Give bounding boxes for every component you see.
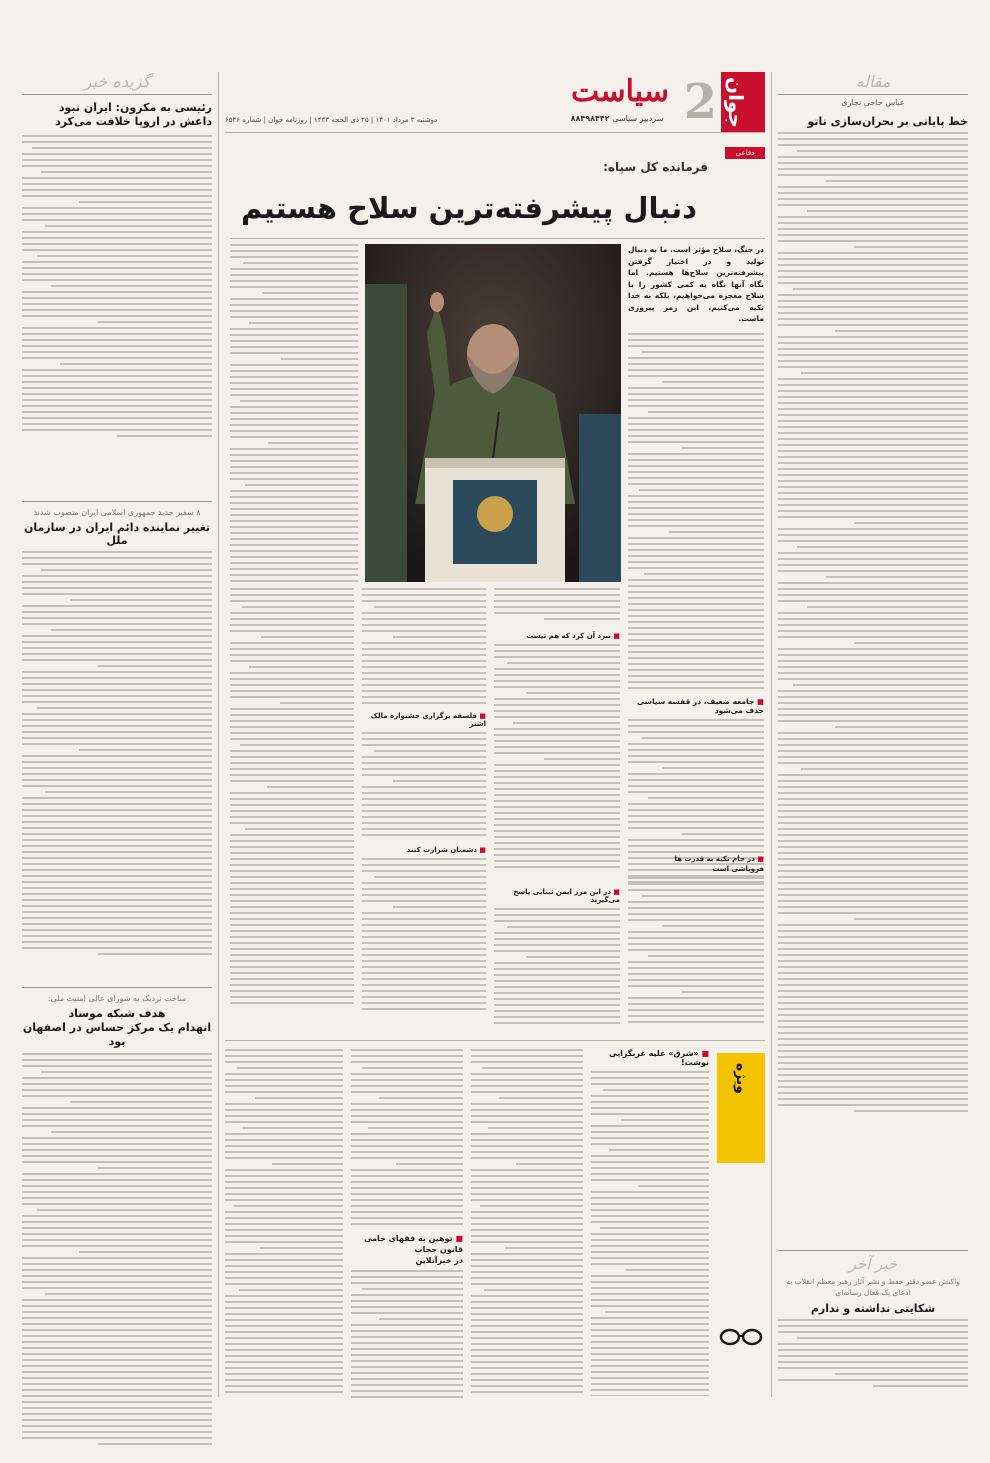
subhead-6: ■ دشمنان شرارت کنند (406, 846, 486, 854)
podium-text: مالک اشتر (482, 566, 508, 573)
main-photo (365, 244, 621, 582)
right-bottom-title: شکایتی نداشته و ندارم (810, 1302, 936, 1315)
left-lead-title: رئیسی به مکرون: ایران نبود داعش در اروپا خلافت می‌کرد (55, 101, 212, 128)
right-article-body (778, 132, 968, 1132)
issue-line: دوشنبه ۳ مرداد ۱۴۰۱ | ۲۵ ذی الحجه ۱۴۴۳ | روزنامه جوان | شماره ۶۵۴۶ (225, 116, 438, 124)
subhead-3: فروپاشی است (712, 865, 764, 873)
bottom-col3-title: ■ توهین به فقهای حامی قانون حجاب در خبرآنلاین (363, 1234, 463, 1265)
bottom-col1-title: ■ «شرق» علیه غربگرایی نوشت! (608, 1049, 709, 1067)
right-bottom-label: خبر آخر (848, 1255, 898, 1273)
main-lead: در جنگ، سلاح مؤثر است. ما به دنبال تولید و در اختیار گرفتن پیشرفته‌ترین سلاح‌ها هستیم. اما نگاه آنها نگاه به کمی کشور را با سلاح معجزه می‌خواهیم، بلکه به خدا تکیه می‌کنیم، این رمز پیروزی ماست. ■ جامعه ضعیف، در قفسه سیاسی حذف می‌شود (628, 244, 764, 889)
page-number: 2 (683, 74, 717, 130)
subhead-7: ■ در این مرز ایمن تبنایی پاسخ می‌گیرند (513, 888, 620, 904)
left-second-kicker: ۸ سفیر جدید جمهوری اسلامی ایران منصوب شدند (33, 508, 201, 517)
right-bottom-kicker: واکنش عضو دفتر حفظ و نشر آثار رهبر معظم انقلاب به ادعای یک فعال رسانه‌ای (786, 1277, 960, 1297)
right-section-label: مقاله (855, 72, 891, 91)
left-lead-body (22, 135, 212, 495)
left-third-kicker: ساخت نزدیک به شورای عالی امنیت ملی: (47, 994, 187, 1003)
subhead-5: ■ فلسفه برگزاری جشنواره مالک اشتر (370, 712, 486, 728)
section-tag: دفاعی (725, 147, 765, 159)
main-body-right-lower (628, 855, 764, 1033)
section-subtitle: سردبیر سیاسی ۸۸۴۹۸۴۴۲ (570, 114, 664, 123)
left-second-title: تغییر نماینده دائم ایران در سازمان ملل (23, 521, 211, 547)
right-article-title: خط پایانی بر بحران‌سازی ناتو (807, 115, 968, 128)
main-headline: دنبال پیشرفته‌ترین سلاح هستیم (240, 191, 698, 225)
right-author: عباس حاجی نجاری (841, 98, 905, 107)
right-bottom-body (778, 1319, 968, 1389)
bottom-label-box: ویژه (717, 1053, 765, 1163)
masthead (225, 72, 765, 132)
glasses-icon (719, 1325, 763, 1347)
subhead-2: ■ در جام تکیه به قدرت ها (674, 855, 764, 863)
section-title: سیاست (571, 74, 669, 109)
left-column (22, 72, 212, 1397)
main-kicker: فرمانده کل سپاه: (603, 160, 708, 174)
main-body-lower (230, 588, 620, 1033)
main-body-col-left (230, 244, 358, 582)
subhead-4: ■ نبرد آن کرد که هم تیست (526, 632, 620, 640)
newspaper-logo: جوان (721, 72, 765, 132)
subhead-1: ■ جامعه ضعیف، در قفسه سیاسی حذف می‌شود (636, 696, 764, 715)
left-third-body (22, 1053, 212, 1463)
left-section-label: گزیده خبر (83, 72, 151, 91)
left-second-body (22, 551, 212, 981)
bottom-section (225, 1045, 765, 1397)
left-third-title: هدف شبکه موساد انهدام یک مرکز حساس در اصفهان بود (22, 1007, 212, 1048)
right-column (778, 72, 968, 1397)
right-bottom-box (778, 1250, 968, 1400)
